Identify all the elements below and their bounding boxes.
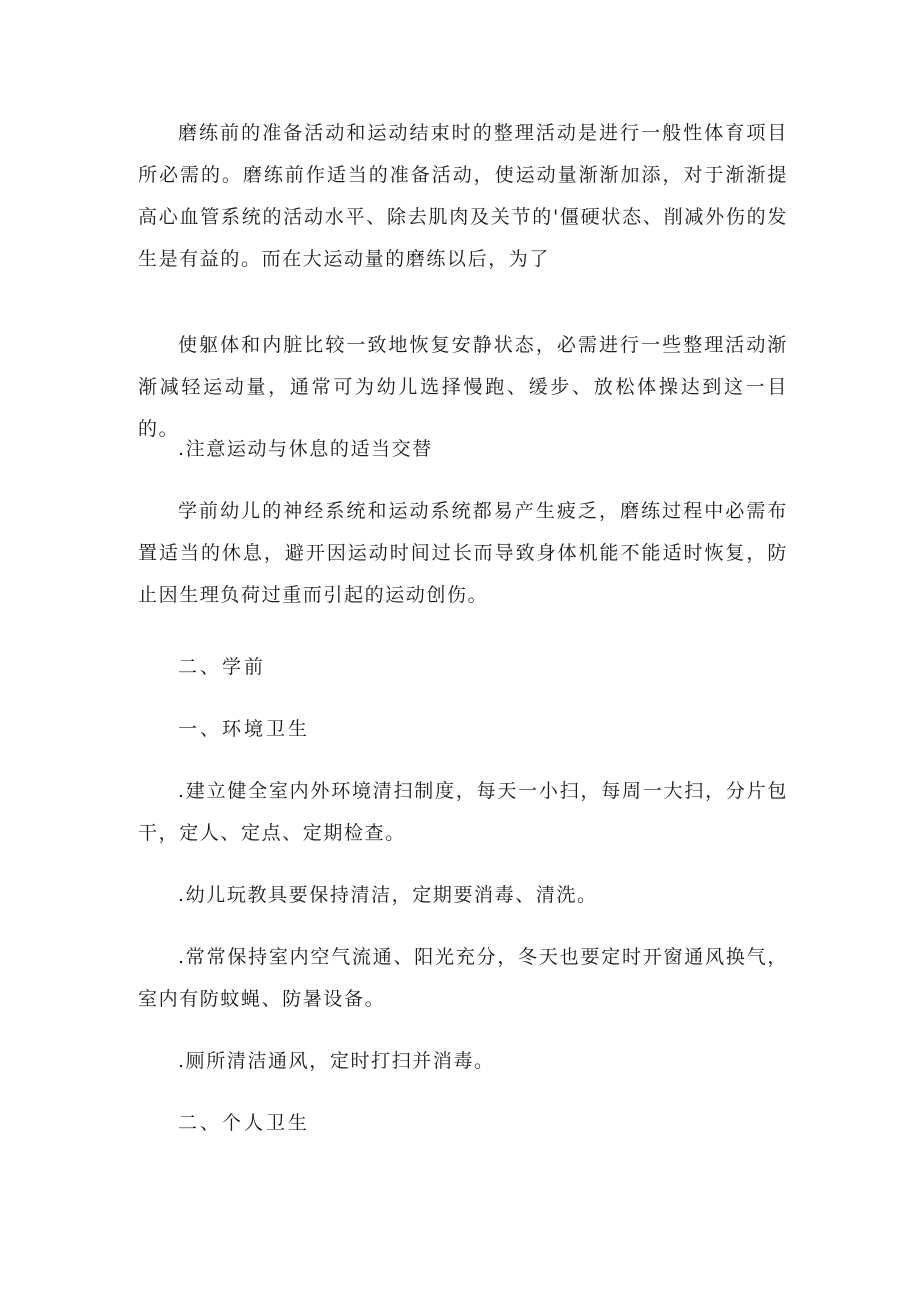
list-item-cleaning-system: .建立健全室内外环境清扫制度，每天一小扫，每周一大扫，分片包干，定人、定点、定期检查。 xyxy=(138,780,788,844)
heading-personal-hygiene: 二、个人卫生 xyxy=(178,1112,311,1134)
paragraph-warmup-cooldown: 磨练前的准备活动和运动结束时的整理活动是进行一般性体育项目所必需的。磨练前作适当的准备活动，使运动量渐渐加添，对于渐渐提高心血管系统的活动水平、除去肌肉及关节的'僵硬状态、削减外伤的发生是有益的。而在大运动量的磨练以后，为了 xyxy=(138,122,788,270)
paragraph-recovery: 使躯体和内脏比较一致地恢复安静状态，必需进行一些整理活动渐渐减轻运动量，通常可为幼儿选择慢跑、缓步、放松体操达到这一目的。 xyxy=(138,334,788,440)
heading-rest-alternation: .注意运动与休息的适当交替 xyxy=(178,438,433,460)
heading-environment-hygiene: 一、环境卫生 xyxy=(178,718,311,740)
list-item-ventilation: .常常保持室内空气流通、阳光充分，冬天也要定时开窗通风换气，室内有防蚊蝇、防暑设备。 xyxy=(138,946,788,1010)
paragraph-fatigue: 学前幼儿的神经系统和运动系统都易产生疲乏，磨练过程中必需布置适当的休息，避开因运动时间过长而导致身体机能不能适时恢复，防止因生理负荷过重而引起的运动创伤。 xyxy=(138,500,788,606)
heading-section-two: 二、学前 xyxy=(178,656,267,678)
list-item-toilet: .厕所清洁通风，定时打扫并消毒。 xyxy=(178,1050,495,1072)
list-item-toys-cleaning: .幼儿玩教具要保持清洁，定期要消毒、清洗。 xyxy=(178,884,598,906)
